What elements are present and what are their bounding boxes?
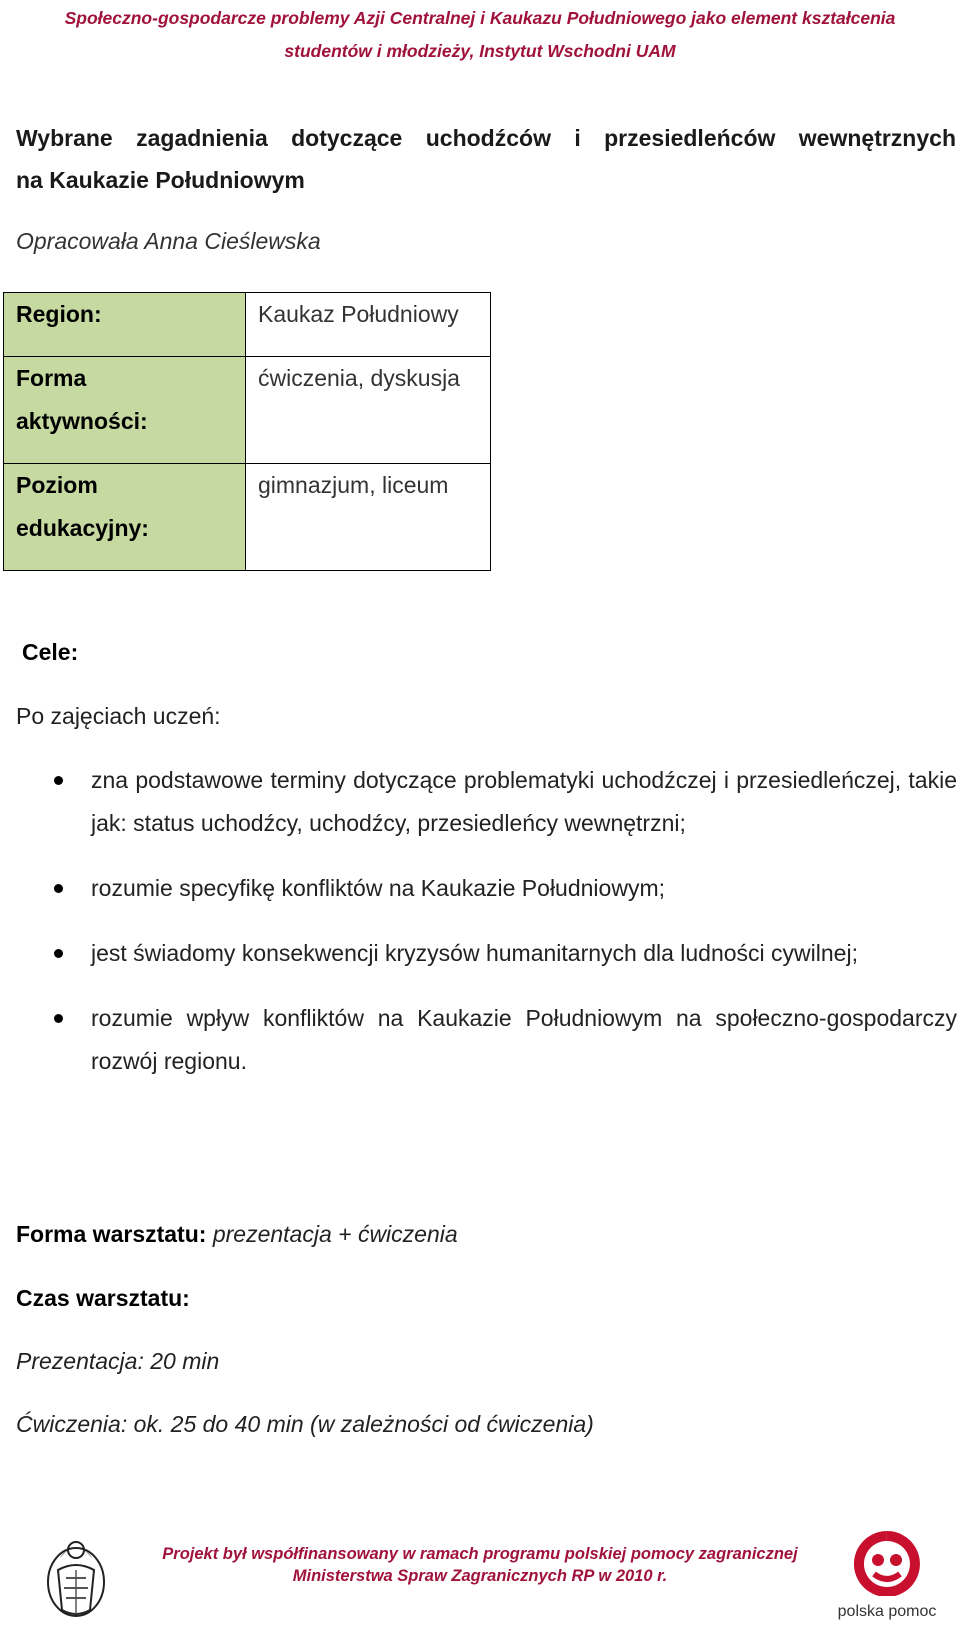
region-label: Region:: [4, 293, 246, 357]
header-line-2: studentów i młodzieży, Instytut Wschodni UAM: [284, 41, 676, 61]
bullet-icon: [54, 1014, 63, 1023]
presentation-time: Prezentacja: 20 min: [16, 1348, 220, 1374]
list-item: [0, 997, 960, 1083]
polska-pomoc-text: polska pomoc: [837, 1603, 937, 1620]
exercises-time: Ćwiczenia: ok. 25 do 40 min (w zależności od ćwiczenia): [16, 1411, 594, 1437]
goal-text: zna podstawowe terminy dotyczące problematyki uchodźczej i przesiedleńczej, takie jak: status uchodźcy, uchodźcy, przesiedleńcy wewnętrzni;: [91, 767, 957, 836]
forma-label-line-1: Forma: [16, 365, 87, 391]
footer-text: [0, 1543, 960, 1587]
goal-text: rozumie specyfikę konfliktów na Kaukazie Południowym;: [91, 875, 665, 901]
bullet-icon: [54, 776, 63, 785]
forma-value: ćwiczenia, dyskusja: [246, 357, 491, 464]
title-line-1: Wybrane zagadnienia dotyczące uchodźców i przesiedleńców wewnętrznych: [16, 125, 956, 151]
cele-heading: Cele:: [22, 639, 79, 665]
region-value: Kaukaz Południowy: [246, 293, 491, 357]
forma-label-line-2: aktywności:: [16, 408, 148, 434]
polska-pomoc-logo-icon: [832, 1530, 942, 1630]
document-header: [0, 2, 960, 68]
goals-list: [0, 759, 960, 1083]
title-line-2: na Kaukazie Południowym: [16, 167, 305, 193]
workshop-time-label: Czas warsztatu:: [16, 1285, 190, 1311]
poziom-label-line-2: edukacyjny:: [16, 515, 149, 541]
poziom-label-line-1: Poziom: [16, 472, 98, 498]
info-row-forma: [4, 357, 491, 464]
workshop-form-label: Forma warsztatu:: [16, 1221, 207, 1247]
forma-label: [4, 357, 246, 464]
list-item: [0, 759, 960, 845]
header-line-1: Społeczno-gospodarcze problemy Azji Centralnej i Kaukazu Południowego jako element kształcenia: [64, 8, 896, 28]
poziom-value: gimnazjum, liceum: [246, 464, 491, 571]
polska-pomoc-emblem: [852, 1530, 922, 1596]
bullet-icon: [54, 949, 63, 958]
info-row-poziom: [4, 464, 491, 571]
bullet-icon: [54, 884, 63, 893]
info-table: [3, 292, 491, 571]
document-title: [16, 117, 956, 201]
author: Opracowała Anna Cieślewska: [16, 228, 321, 254]
goal-text: jest świadomy konsekwencji kryzysów humanitarnych dla ludności cywilnej;: [91, 940, 858, 966]
poziom-label: [4, 464, 246, 571]
list-item: [0, 932, 960, 975]
footer-line-1: Projekt był współfinansowany w ramach programu polskiej pomocy zagranicznej: [162, 1545, 798, 1563]
info-row-region: [4, 293, 491, 357]
cele-intro: Po zajęciach uczeń:: [16, 703, 221, 729]
workshop-form: [16, 1219, 458, 1249]
goal-text: rozumie wpływ konfliktów na Kaukazie Południowym na społeczno-gospodarczy rozwój regionu.: [91, 1005, 957, 1074]
list-item: [0, 867, 960, 910]
footer-line-2: Ministerstwa Spraw Zagranicznych RP w 2010 r.: [292, 1567, 668, 1585]
workshop-form-value: prezentacja + ćwiczenia: [212, 1221, 458, 1247]
